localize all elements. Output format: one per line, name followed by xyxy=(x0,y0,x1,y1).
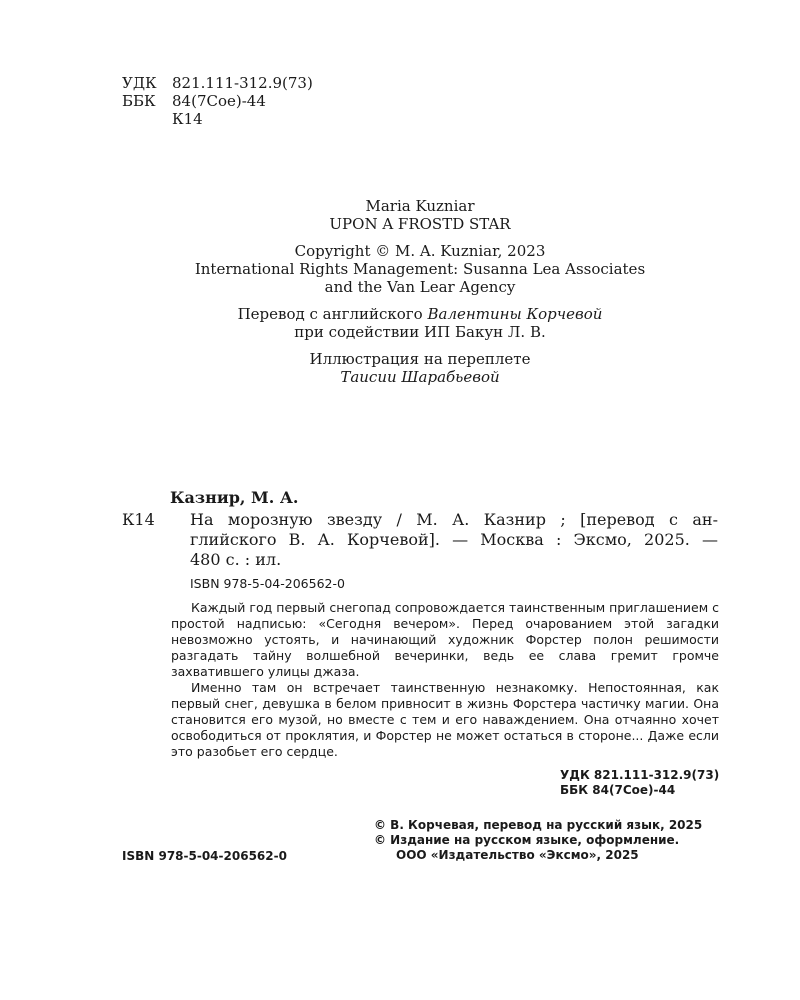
illustration-artist: Таисии Шарабьевой xyxy=(340,368,500,386)
rights-line-2: and the Van Lear Agency xyxy=(324,278,516,296)
annotation-paragraph-1: Каждый год первый снегопад сопровождается таинственным приглашением с простой надписью: «Сегодня вечером». Перед очарованием этой загадки невозможно устоять, и начинающий художник Форстер полон решимости разгадать тайну волшебной вечеринки, ведь ее слава гремит громче захватившего улицы джаза. xyxy=(171,600,719,679)
footer-copyright-2: © Издание на русском языке, оформление. xyxy=(374,833,680,847)
classification-codes xyxy=(122,74,313,128)
copyright-line: Copyright © M. A. Kuzniar, 2023 xyxy=(294,242,546,260)
footer-copyrights xyxy=(374,818,702,863)
catalog-line-1: На морозную звезду / М. А. Казнир ; [перевод с ан- xyxy=(190,510,718,529)
bbk-value: 84(7Сое)-44 xyxy=(172,92,266,110)
catalog-entry xyxy=(190,510,718,570)
catalog-mark: К14 xyxy=(122,510,155,529)
annotation-paragraph-2: Именно там он встречает таинственную незнакомку. Непостоянная, как первый снег, девушка в белом привносит в жизнь Форстера частичку магии. Она становится его музой, но вместе с тем и его наваждением. Она отчаянно хочет освободиться от проклятия, и Форстер не может остаться в стороне... Даже если это разобьет его сердце. xyxy=(171,680,719,759)
bbk-label: ББК xyxy=(122,92,156,110)
udk-label: УДК xyxy=(122,74,157,92)
annotation xyxy=(171,600,719,760)
udk-value: 821.111-312.9(73) xyxy=(172,74,313,92)
original-title: UPON A FROSTD STAR xyxy=(329,215,511,233)
illustration-label: Иллюстрация на переплете xyxy=(309,350,531,368)
author-mark: К14 xyxy=(172,110,203,128)
catalog-isbn: ISBN 978-5-04-206562-0 xyxy=(190,576,345,591)
footer-isbn: ISBN 978-5-04-206562-0 xyxy=(122,849,287,863)
annotation-codes xyxy=(560,768,719,798)
catalog-line-3: 480 с. : ил. xyxy=(190,550,282,569)
footer-copyright-1: © В. Корчевая, перевод на русский язык, 2025 xyxy=(374,818,703,832)
translation-assist: при содействии ИП Бакун Л. В. xyxy=(294,323,546,341)
original-edition-info xyxy=(100,197,740,386)
annotation-udk: УДК 821.111-312.9(73) xyxy=(560,768,720,782)
original-author: Maria Kuzniar xyxy=(365,197,475,215)
annotation-bbk: ББК 84(7Сое)-44 xyxy=(560,783,676,797)
rights-line-1: International Rights Management: Susanna Lea Associates xyxy=(194,260,646,278)
translation-prefix: Перевод с английского xyxy=(237,305,423,323)
catalog-heading: Казнир, М. А. xyxy=(170,488,299,507)
translation-line xyxy=(100,305,740,323)
footer-copyright-3: ООО «Издательство «Эксмо», 2025 xyxy=(396,848,639,862)
catalog-line-2: глийского В. А. Корчевой]. — Москва : Эксмо, 2025. — xyxy=(190,530,718,549)
translator-name: Валентины Корчевой xyxy=(427,305,603,323)
